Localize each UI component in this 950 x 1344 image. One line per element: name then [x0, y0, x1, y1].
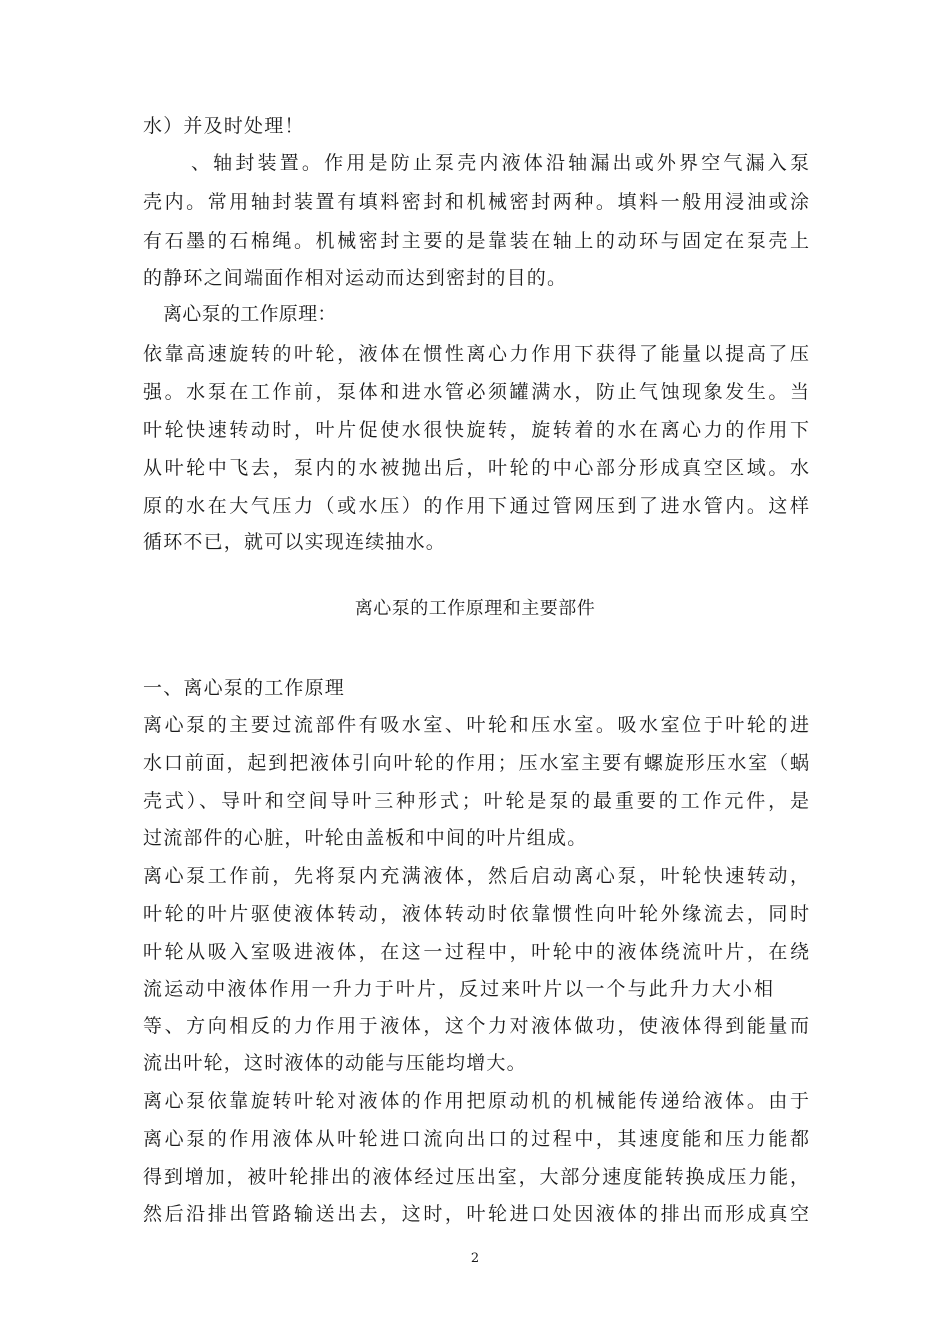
paragraph-line: 强。水泵在工作前，泵体和进水管必须罐满水，防止气蚀现象发生。当 — [143, 381, 809, 403]
paragraph-line: 叶轮的叶片驱使液体转动，液体转动时依靠惯性向叶轮外缘流去，同时 — [143, 903, 809, 925]
paragraph-line: 的静环之间端面作相对运动而达到密封的目的。 — [143, 267, 568, 289]
paragraph-line: 原的水在大气压力（或水压）的作用下通过管网压到了进水管内。这样 — [143, 495, 809, 517]
paragraph-line: 离心泵工作前，先将泵内充满液体，然后启动离心泵，叶轮快速转动， — [143, 865, 809, 887]
subheading: 离心泵的工作原理： — [163, 303, 337, 325]
paragraph-line: 流运动中液体作用一升力于叶片，反过来叶片以一个与此升力大小相 — [143, 978, 773, 1000]
paragraph-line: 叶轮从吸入室吸进液体，在这一过程中，叶轮中的液体绕流叶片，在绕 — [143, 941, 809, 963]
paragraph-line: 水）并及时处理！ — [143, 115, 305, 137]
paragraph-line: 从叶轮中飞去，泵内的水被抛出后，叶轮的中心部分形成真空区域。水 — [143, 457, 809, 479]
paragraph-line: 叶轮快速转动时，叶片促使水很快旋转，旋转着的水在离心力的作用下 — [143, 419, 809, 441]
paragraph-line: 过流部件的心脏，叶轮由盖板和中间的叶片组成。 — [143, 827, 588, 849]
paragraph-line: 得到增加，被叶轮排出的液体经过压出室，大部分速度能转换成压力能， — [143, 1166, 809, 1188]
paragraph-line: 流出叶轮，这时液体的动能与压能均增大。 — [143, 1052, 527, 1074]
subheading: 一、离心泵的工作原理 — [143, 677, 346, 699]
section-title: 离心泵的工作原理和主要部件 — [354, 598, 596, 619]
paragraph-line: 有石墨的石棉绳。机械密封主要的是靠装在轴上的动环与固定在泵壳上 — [143, 230, 809, 252]
paragraph-line: 离心泵的作用液体从叶轮进口流向出口的过程中，其速度能和压力能都 — [143, 1128, 809, 1150]
paragraph-line: 水口前面，起到把液体引向叶轮的作用；压水室主要有螺旋形压水室（蜗 — [143, 752, 809, 774]
paragraph-line: 离心泵依靠旋转叶轮对液体的作用把原动机的机械能传递给液体。由于 — [143, 1090, 809, 1112]
paragraph-line: 、轴封装置。作用是防止泵壳内液体沿轴漏出或外界空气漏入泵 — [191, 152, 809, 174]
paragraph-line: 壳内。常用轴封装置有填料密封和机械密封两种。填料一般用浸油或涂 — [143, 191, 809, 213]
paragraph-line: 壳式）、导叶和空间导叶三种形式；叶轮是泵的最重要的工作元件，是 — [143, 790, 809, 812]
paragraph-line: 然后沿排出管路输送出去，这时，叶轮进口处因液体的排出而形成真空 — [143, 1203, 809, 1225]
paragraph-line: 离心泵的主要过流部件有吸水室、叶轮和压水室。吸水室位于叶轮的进 — [143, 714, 809, 736]
paragraph-line: 依靠高速旋转的叶轮，液体在惯性离心力作用下获得了能量以提高了压 — [143, 343, 809, 365]
paragraph-line: 等、方向相反的力作用于液体，这个力对液体做功，使液体得到能量而 — [143, 1015, 809, 1037]
paragraph-line: 循环不已，就可以实现连续抽水。 — [143, 531, 447, 553]
page-number: 2 — [470, 1251, 480, 1266]
